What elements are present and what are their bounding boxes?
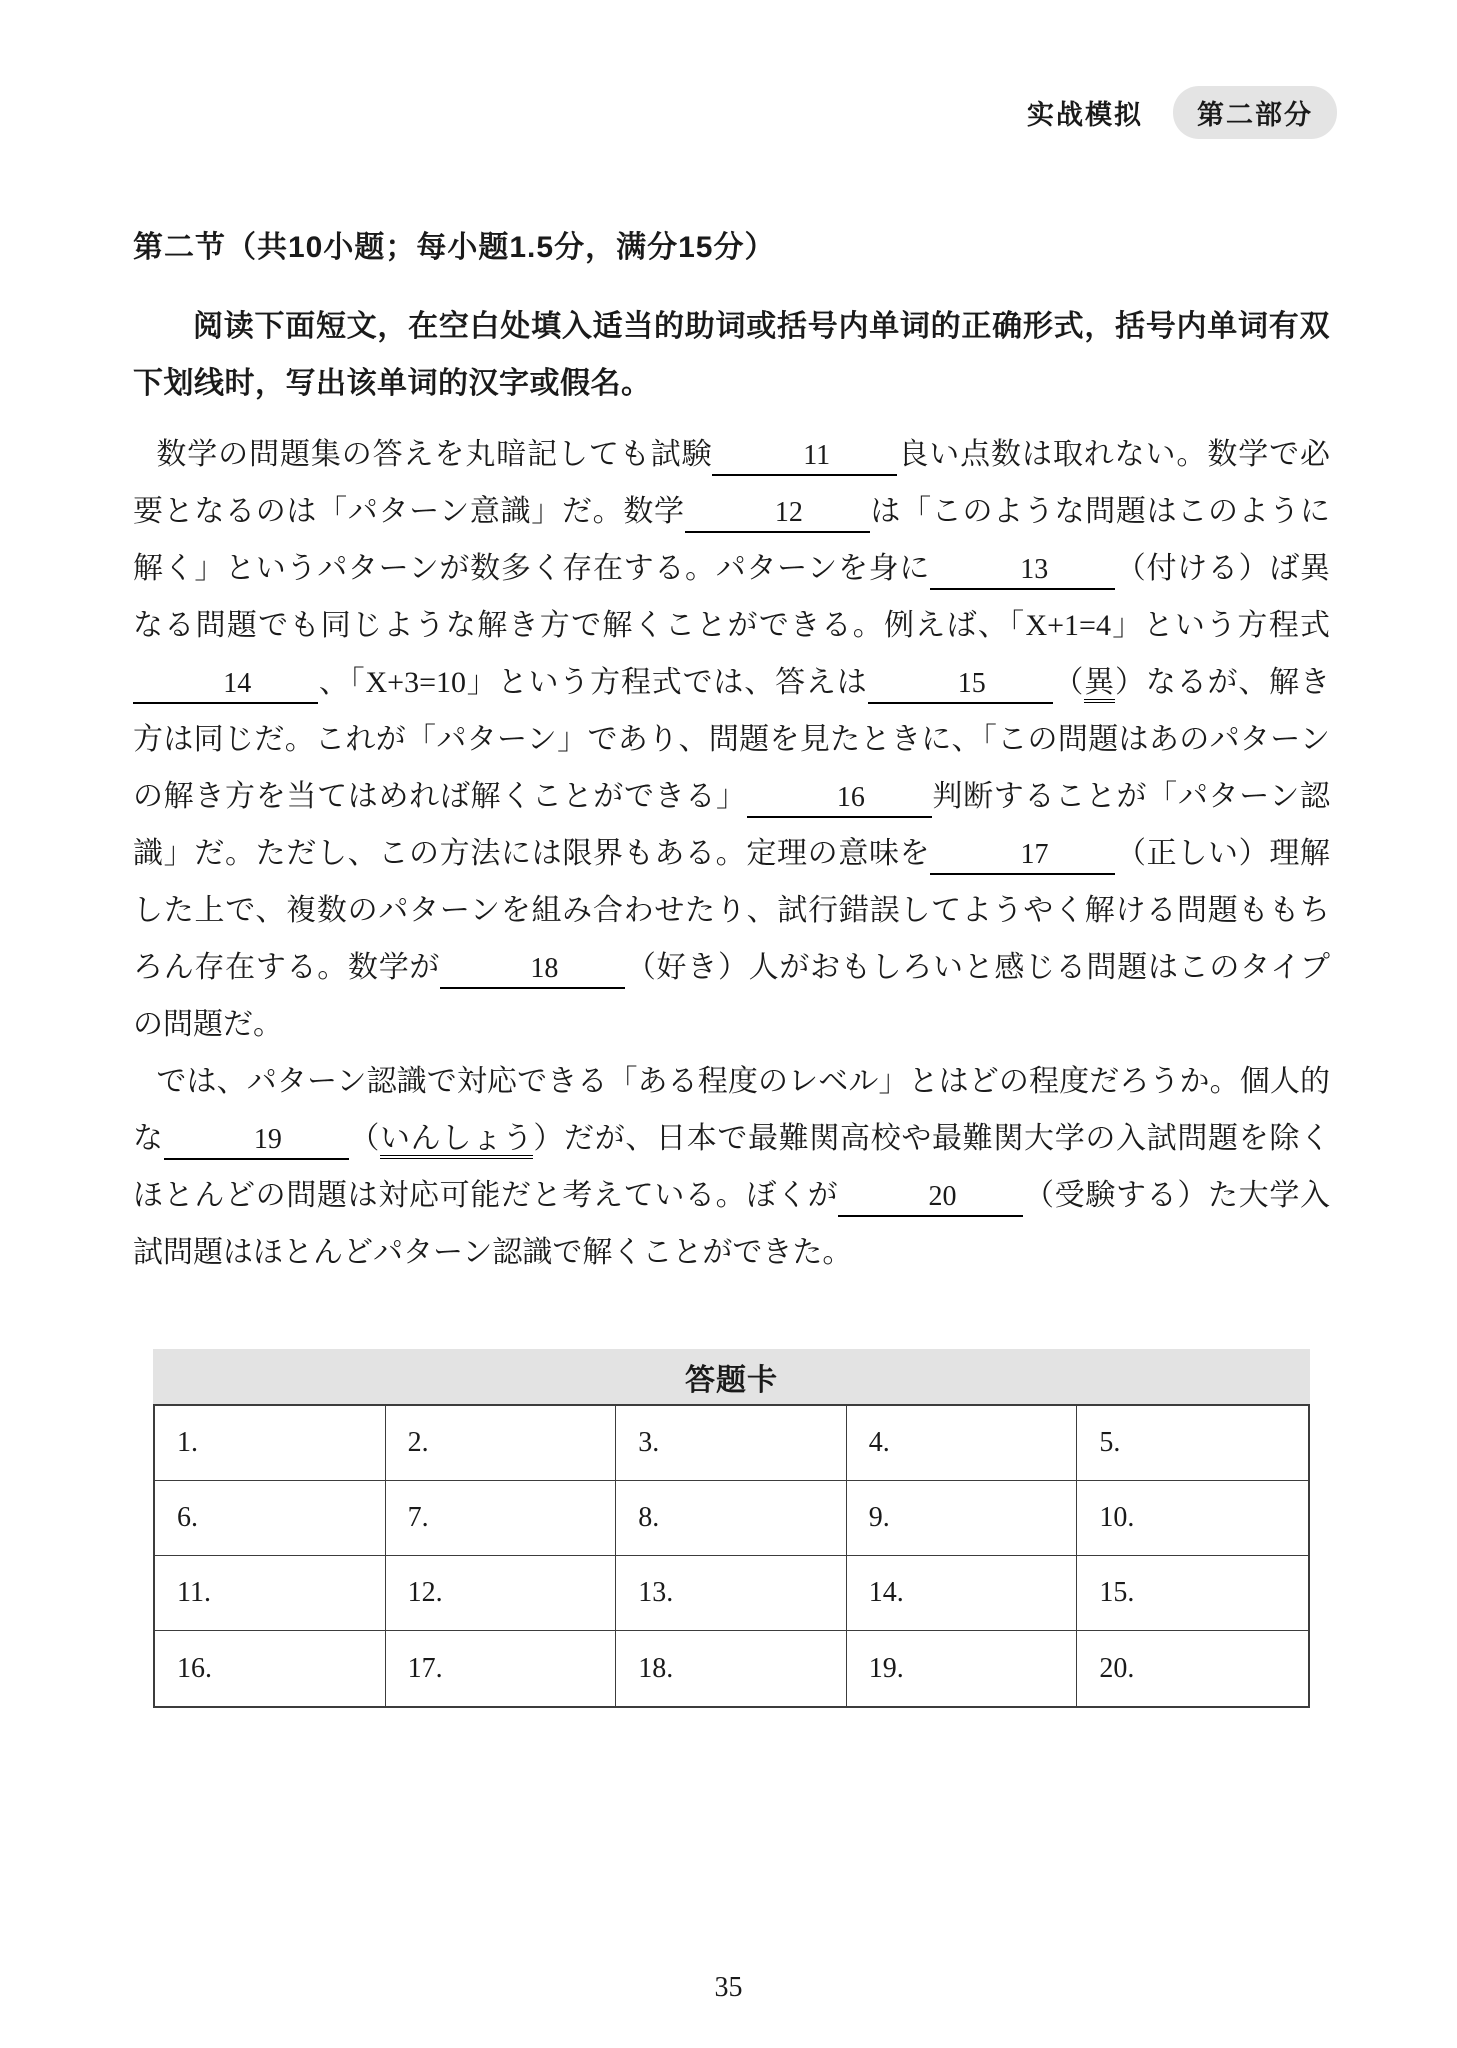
double-underlined-word: 異	[1084, 666, 1115, 703]
blank-18[interactable]: 18	[440, 951, 625, 989]
answer-cell-number: 4.	[868, 1427, 890, 1458]
passage-text: 判断することが「パターン認識」だ。ただし、この方法には限界もある。定理の意味を	[133, 780, 1331, 870]
answer-cell-19[interactable]	[847, 1631, 1078, 1706]
answer-cell-number: 3.	[638, 1427, 660, 1458]
answer-cell-4[interactable]	[847, 1406, 1078, 1481]
header-section-label: 实战模拟	[1027, 100, 1143, 130]
passage-text: （受験する）た大学入試問題はほとんどパターン認識で解くことができた。	[133, 1179, 1331, 1269]
passage-text: （	[348, 1122, 381, 1155]
answer-cell-number: 18.	[638, 1652, 674, 1684]
answer-cell-7[interactable]	[386, 1481, 617, 1556]
answer-cell-14[interactable]	[847, 1556, 1078, 1631]
page-number: 35	[714, 1972, 743, 2003]
passage-paragraph	[133, 426, 1330, 1053]
answer-card-title: 答题卡	[153, 1349, 1310, 1404]
answer-cell-number: 5.	[1099, 1427, 1121, 1458]
answer-cell-number: 11.	[177, 1577, 211, 1608]
passage-text: 良い点数は取れない。数学で必要となるのは「パターン意識」だ。数学	[133, 438, 1331, 528]
blank-17[interactable]: 17	[930, 837, 1115, 875]
answer-cell-11[interactable]	[155, 1556, 386, 1631]
blank-15[interactable]: 15	[868, 666, 1053, 704]
answer-cell-number: 9.	[868, 1502, 890, 1533]
passage-text: 数学の問題集の答えを丸暗記しても試験	[156, 438, 713, 471]
answer-cell-2[interactable]	[386, 1406, 617, 1481]
passage-text: は「このような問題はこのように解く」というパターンが数多く存在する。パターンを身に	[133, 495, 1331, 585]
answer-cell-13[interactable]	[616, 1556, 847, 1631]
passage-text: （好き）人がおもしろいと感じる問題はこのタイプの問題だ。	[133, 951, 1331, 1041]
passage-text: では、パターン認識で対応できる「ある程度のレベル」とはどの程度だろうか。個人的な	[133, 1065, 1330, 1155]
answer-cell-number: 1.	[177, 1427, 198, 1458]
answer-cell-9[interactable]	[847, 1481, 1078, 1556]
answer-cell-3[interactable]	[616, 1406, 847, 1481]
answer-cell-number: 7.	[407, 1502, 429, 1533]
double-underlined-word: いんしょう	[380, 1122, 533, 1159]
passage-text: ）だが、日本で最難関高校や最難関大学の入試問題を除くほとんどの問題は対応可能だと考えている。ぼくが	[133, 1122, 1331, 1212]
blank-19[interactable]: 19	[164, 1122, 349, 1160]
blank-14[interactable]: 14	[133, 666, 318, 704]
answer-cell-number: 19.	[868, 1652, 904, 1684]
answer-cell-18[interactable]	[616, 1631, 847, 1706]
passage-text: （	[1052, 666, 1085, 699]
answer-cell-1[interactable]	[155, 1406, 386, 1481]
answer-cell-5[interactable]	[1077, 1406, 1308, 1481]
answer-cell-8[interactable]	[616, 1481, 847, 1556]
answer-cell-number: 15.	[1099, 1577, 1135, 1608]
answer-cell-15[interactable]	[1077, 1556, 1308, 1631]
answer-cell-number: 17.	[407, 1652, 443, 1684]
passage	[133, 426, 1330, 1281]
passage-text: ）なるが、解き方は同じだ。これが「パターン」であり、問題を見たときに、「この問題はあのパターンの解き方を当てはめれば解くことができる」	[133, 666, 1331, 813]
answer-cell-20[interactable]	[1077, 1631, 1308, 1706]
passage-text: （付ける）ば異なる問題でも同じような解き方で解くことができる。例えば、「X+1=4」という方程式	[133, 552, 1330, 642]
answer-cell-number: 6.	[177, 1502, 198, 1533]
blank-12[interactable]: 12	[685, 495, 870, 533]
header-part-badge: 第二部分	[1173, 86, 1337, 139]
answer-cell-number: 20.	[1099, 1652, 1135, 1684]
section-title: 第二节（共10小题；每小题1.5分，满分15分）	[133, 231, 776, 264]
answer-cell-number: 8.	[638, 1502, 660, 1533]
answer-cell-16[interactable]	[155, 1631, 386, 1706]
blank-11[interactable]: 11	[712, 438, 897, 476]
passage-paragraph	[133, 1053, 1330, 1281]
answer-cell-6[interactable]	[155, 1481, 386, 1556]
answer-cell-number: 14.	[868, 1577, 904, 1608]
answer-card-grid	[153, 1404, 1310, 1708]
page-header	[1027, 86, 1337, 139]
answer-cell-number: 2.	[407, 1427, 429, 1458]
answer-cell-number: 12.	[407, 1577, 443, 1608]
answer-cell-12[interactable]	[386, 1556, 617, 1631]
passage-text: （正しい）理解した上で、複数のパターンを組み合わせたり、試行錯誤してようやく解ける問題ももちろん存在する。数学が	[133, 837, 1331, 984]
content-column	[133, 222, 1330, 1708]
passage-text: 、「X+3=10」という方程式では、答えは	[318, 666, 868, 699]
answer-cell-number: 16.	[177, 1652, 212, 1684]
section-instructions: 阅读下面短文，在空白处填入适当的助词或括号内单词的正确形式，括号内单词有双下划线时，写出该单词的汉字或假名。	[133, 310, 1330, 400]
answer-card	[153, 1349, 1310, 1708]
blank-20[interactable]: 20	[838, 1179, 1023, 1217]
answer-cell-17[interactable]	[386, 1631, 617, 1706]
blank-16[interactable]: 16	[747, 780, 932, 818]
answer-cell-number: 10.	[1099, 1502, 1135, 1533]
blank-13[interactable]: 13	[930, 552, 1115, 590]
answer-cell-number: 13.	[638, 1577, 674, 1608]
answer-cell-10[interactable]	[1077, 1481, 1308, 1556]
